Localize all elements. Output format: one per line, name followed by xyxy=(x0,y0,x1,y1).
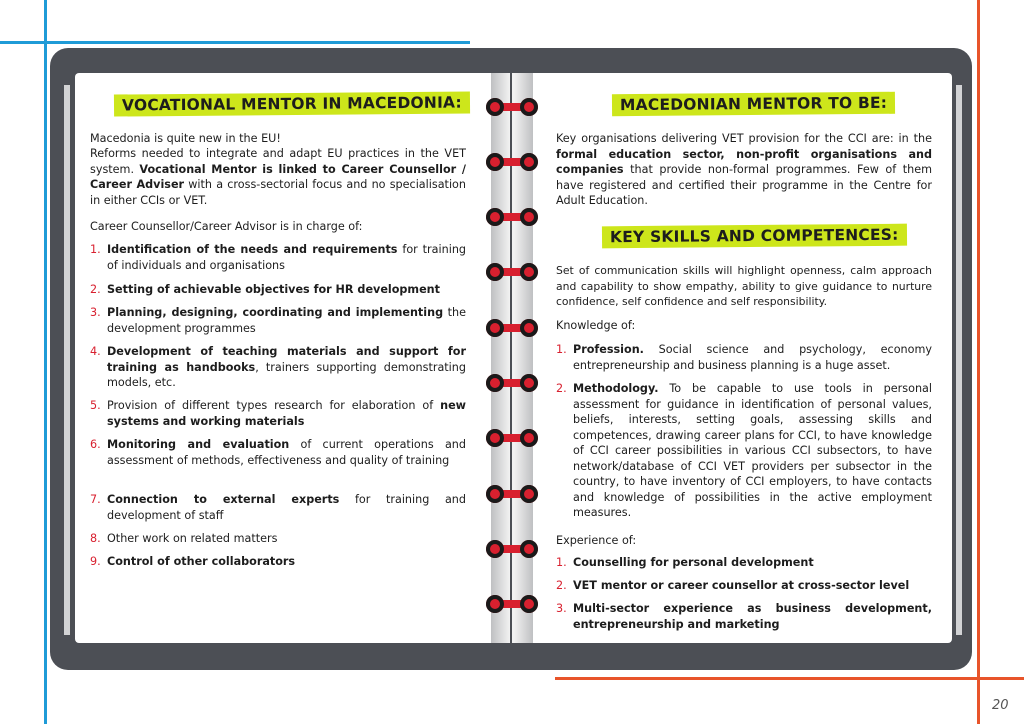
list-text: Methodology. To be capable to use tools in personal assessment for guidance in identification of personal values, beliefs, interests, setting goals, assessing skills and competences, drawing career plans for CCI, to have knowledge of CCI career possibilities in various CCI subsectors, to have network/database of CCI VET providers per subsector in the country, to have inventory of CCI employers, to have contacts and knowledge of possibilities in the active employment measures. xyxy=(573,382,932,519)
spiral-ring xyxy=(486,484,538,504)
skills-heading: KEY SKILLS AND COMPETENCES: xyxy=(602,224,907,249)
skills-paragraph: Set of communication skills will highlight openness, calm approach and capability to show empathy, ability to give guidance to nurture confidence, self confidence and self responsibility. xyxy=(556,264,932,308)
list-number: 2. xyxy=(90,283,101,296)
list-number: 1. xyxy=(556,556,567,569)
list-text: Profession. Social science and psychology, economy entrepreneurship and business planning is a huge asset. xyxy=(573,343,932,372)
decorative-blue-line-horizontal xyxy=(0,41,470,44)
decorative-orange-line-horizontal xyxy=(555,677,1024,680)
page-number: 20 xyxy=(992,698,1009,713)
list-text: Control of other collaborators xyxy=(107,555,296,568)
list-number: 1. xyxy=(556,343,567,356)
list-text: Counselling for personal development xyxy=(573,556,814,569)
list-number: 9. xyxy=(90,555,101,568)
spiral-ring xyxy=(486,207,538,227)
experience-label: Experience of: xyxy=(556,534,637,547)
list-text: Identification of the needs and requirements for training of individuals and organisations xyxy=(107,243,467,272)
list-number: 3. xyxy=(556,602,567,615)
left-intro-paragraph: Reforms needed to integrate and adapt EU practices in the VET system. Vocational Mentor is linked to Career Counsellor / Career Adviser with a cross-sectorial focus and no specialisation in either CCIs or VET. xyxy=(90,147,466,207)
list-text: Monitoring and evaluation of current operations and assessment of methods, effectiveness and quality of training xyxy=(107,438,466,467)
left-in-charge-label: Career Counsellor/Career Advisor is in charge of: xyxy=(90,220,363,233)
list-number: 1. xyxy=(90,243,101,256)
list-text: Development of teaching materials and support for training as handbooks, trainers supporting demonstrating models, etc. xyxy=(107,345,466,389)
spiral-ring xyxy=(486,318,538,338)
spiral-ring xyxy=(486,97,538,117)
list-number: 8. xyxy=(90,532,101,545)
list-text: Setting of achievable objectives for HR development xyxy=(107,283,440,296)
list-text: Planning, designing, coordinating and implementing the development programmes xyxy=(107,306,466,335)
list-number: 5. xyxy=(90,399,101,412)
list-number: 7. xyxy=(90,493,101,506)
spiral-ring xyxy=(486,262,538,282)
list-number: 3. xyxy=(90,306,101,319)
spiral-ring xyxy=(486,152,538,172)
page-edge-right xyxy=(956,85,962,635)
list-number: 2. xyxy=(556,579,567,592)
list-text: VET mentor or career counsellor at cross-sector level xyxy=(573,579,910,592)
right-intro-paragraph: Key organisations delivering VET provision for the CCI are: in the formal education sector, non-profit organisations and companies that provide non-formal programmes. Few of them have registered and certified their programme in the Centre for Adult Education. xyxy=(556,132,932,207)
list-text: Provision of different types research for elaboration of new systems and working materials xyxy=(107,399,466,428)
list-number: 4. xyxy=(90,345,101,358)
list-number: 2. xyxy=(556,382,567,395)
spiral-ring xyxy=(486,428,538,448)
decorative-orange-line-vertical xyxy=(977,0,980,724)
knowledge-label: Knowledge of: xyxy=(556,319,636,332)
spiral-ring xyxy=(486,373,538,393)
spiral-ring xyxy=(486,539,538,559)
spiral-ring xyxy=(486,594,538,614)
page-edge-left xyxy=(64,85,70,635)
right-heading: MACEDONIAN MENTOR TO BE: xyxy=(612,92,895,116)
list-text: Multi-sector experience as business development, entrepreneurship and marketing xyxy=(573,602,932,631)
list-number: 6. xyxy=(90,438,101,451)
decorative-blue-line-vertical xyxy=(44,0,47,724)
left-heading: VOCATIONAL MENTOR IN MACEDONIA: xyxy=(114,91,470,116)
list-text: Other work on related matters xyxy=(107,532,278,545)
left-intro-line: Macedonia is quite new in the EU! xyxy=(90,132,281,145)
list-text: Connection to external experts for training and development of staff xyxy=(107,493,466,522)
